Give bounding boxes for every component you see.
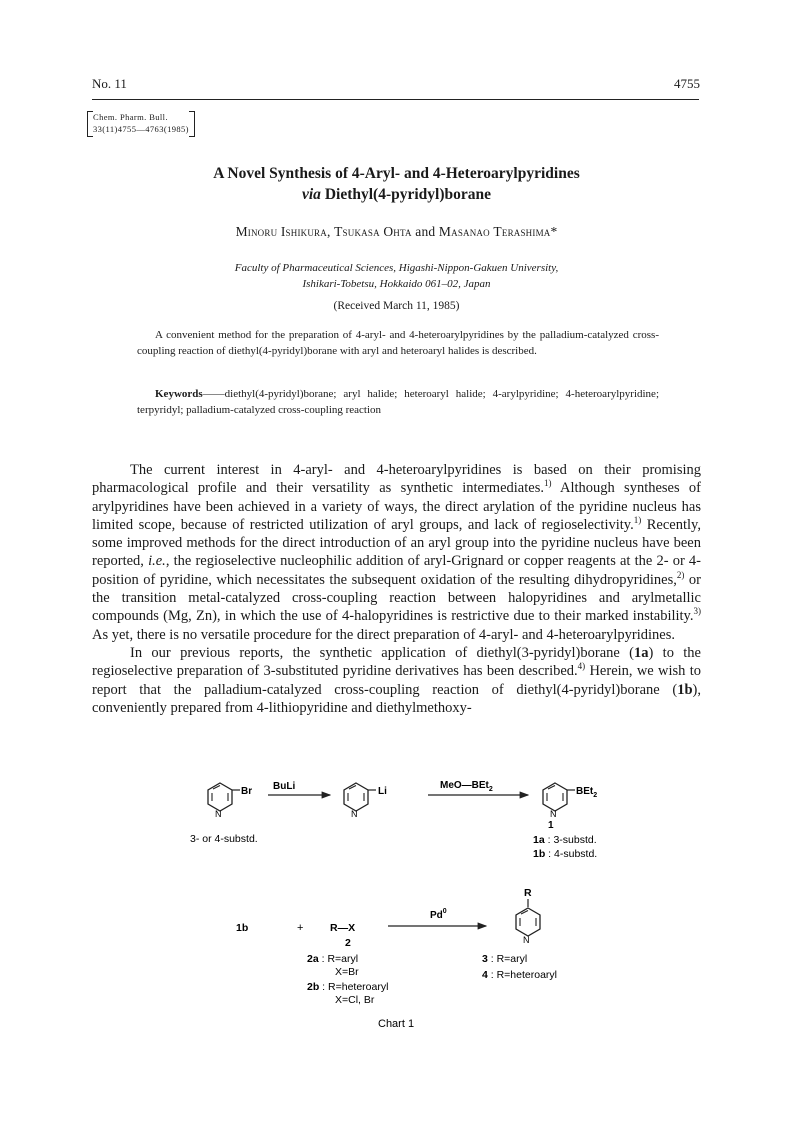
label-2b-x: X=Cl, Br [335,994,375,1006]
affiliation-line1: Faculty of Pharmaceutical Sciences, Higashi-Nippon-Gakuen University, [234,262,559,274]
journal-reference-line1: Chem. Pharm. Bull. [93,112,168,122]
paragraph-2: In our previous reports, the synthetic application of diethyl(3-pyridyl)borane (1a) to the regioselective preparation of 3-substituted pyridine derivatives has been described.$^{4)}$ Herein, we wish to report that the palladium-catalyzed cross-coupling reaction of diethyl(4-pyridyl)borane (1b), conveniently prepared from 4-lithiopyridine and diethylmethoxy- [92,644,701,716]
pyridine-ring-product [516,887,540,945]
paragraph-1: The current interest in 4-aryl- and 4-heteroarylpyridines is based on their promising pharmacological profile and their versatility as synthetic intermediates.$^{1)}$ Although syntheses of arylpyridines have been achieved in a variety of ways, the direct arylation of the pyridine nucleus has limited scope, because of restricted utilization of aryl groups, and lack of regioselectivity.$^{1)}$ Recently, some improved methods for the direct introduction of an aryl group into the pyridine nucleus have been reported, i.e., the regioselective nucleophilic addition of aryl-Grignard or copper reagents at the 2- or 4-position of pyridine, which necessitates the subsequent oxidation of the resulting dihydropyridines,$^{2)}$ or the transition metal-catalyzed cross-coupling reaction between halopyridines and arylmetallic compounds (Mg, Zn), in which the use of 4-halopyridines is restrictive due to their marked instability.$^{3)}$ As yet, there is no versatile procedure for the direct preparation of 4-aryl- and 4-heteroarylpyridines. [92,462,702,643]
authors: Minoru Ishikura, Tsukasa Ohta and Masanao Terashima* [235,224,558,239]
nitrogen-atom-label: N [215,809,222,819]
page-number: 4755 [674,76,700,91]
abstract: A convenient method for the preparation of 4-aryl- and 4-heteroarylpyridines by the palladium-catalyzed cross-coupling reaction of diethyl(4-pyridyl)borane with aryl and heteroaryl halides is described. [137,329,659,357]
nitrogen-atom-label: N [351,809,358,819]
header-rule [92,99,699,100]
keywords-label: Keywords [155,388,203,400]
author-1-last: Ishikura [280,224,327,239]
eq-rx: R—X [330,922,356,934]
nitrogen-atom-label: N [523,935,530,945]
received-date: (Received March 11, 1985) [333,300,460,312]
citation: 1) [543,478,552,489]
citation: 3) [693,606,701,617]
citation: 2) [676,569,685,580]
article-title-line1: A Novel Synthesis of 4-Aryl- and 4-Heteroarylpyridines [213,165,580,182]
article-title-line2 [0,184,793,205]
catalyst-pd: Pd$^0$ [430,908,447,921]
keywords-text: diethyl(4-pyridyl)borane; aryl halide; heteroaryl halide; 4-arylpyridine; 4-heteroarylpyridine; terpyridyl; palladium-catalyzed cross-coupling reaction [137,388,659,416]
eq-plus: + [297,922,304,934]
title-via: via [302,186,321,203]
substituent-r: R [524,887,532,899]
body-text [92,461,701,717]
journal-reference-line2: 33(11)4755—4763(1985) [93,124,189,134]
bromide-label: Br [241,786,253,797]
label-1a: 1a : 3-substd. [533,834,597,846]
journal-reference [93,111,189,135]
citation: 4) [577,661,586,672]
compound-1-label: 1 [548,820,554,831]
affiliation-line2: Ishikari-Tobetsu, Hokkaido 061–02, Japan [302,278,491,290]
affiliation [0,260,793,292]
reagent-buli: BuLi [273,781,296,792]
author-1-first: Minoru [235,224,278,239]
chart-caption: Chart 1 [378,1018,415,1030]
pyridine-ring-lithium [344,783,387,819]
label-2b: 2b : R=heteroaryl [307,981,389,993]
citation: 1) [633,515,642,526]
label-1b: 1b : 4-substd. [533,848,598,860]
label-2a: 2a : R=aryl [307,953,359,965]
label-2a-x: X=Br [335,966,359,978]
authors-and: and [415,224,436,239]
eq-1b: 1b [236,922,249,934]
pyridine-ring-borane [543,783,597,819]
keywords [137,387,659,418]
nitrogen-atom-label: N [550,809,557,819]
label-3: 3 : R=aryl [482,953,528,965]
author-3-last: Terashima* [493,224,558,239]
compound-ref: 1a [634,644,649,661]
label-4: 4 : R=heteroaryl [482,969,558,981]
reaction-scheme [0,770,793,1070]
author-2-last: Ohta [383,224,412,239]
lithium-label: Li [378,786,387,797]
author-2-first: Tsukasa [334,224,380,239]
label-3-or-4-substd: 3- or 4-substd. [190,833,258,845]
pyridine-ring-bromide [208,783,252,819]
issue-number: No. 11 [92,76,127,91]
author-3-first: Masanao [438,224,490,239]
reagent-meo-bet2: MeO—BEt$_2$ [440,780,493,793]
compound-ref: 1b [677,681,693,698]
title-compound: Diethyl(4-pyridyl)borane [324,186,491,203]
keywords-dash: —— [202,388,225,400]
eq-compound-2: 2 [345,937,351,949]
borane-label: BEt$_2$ [576,786,598,799]
